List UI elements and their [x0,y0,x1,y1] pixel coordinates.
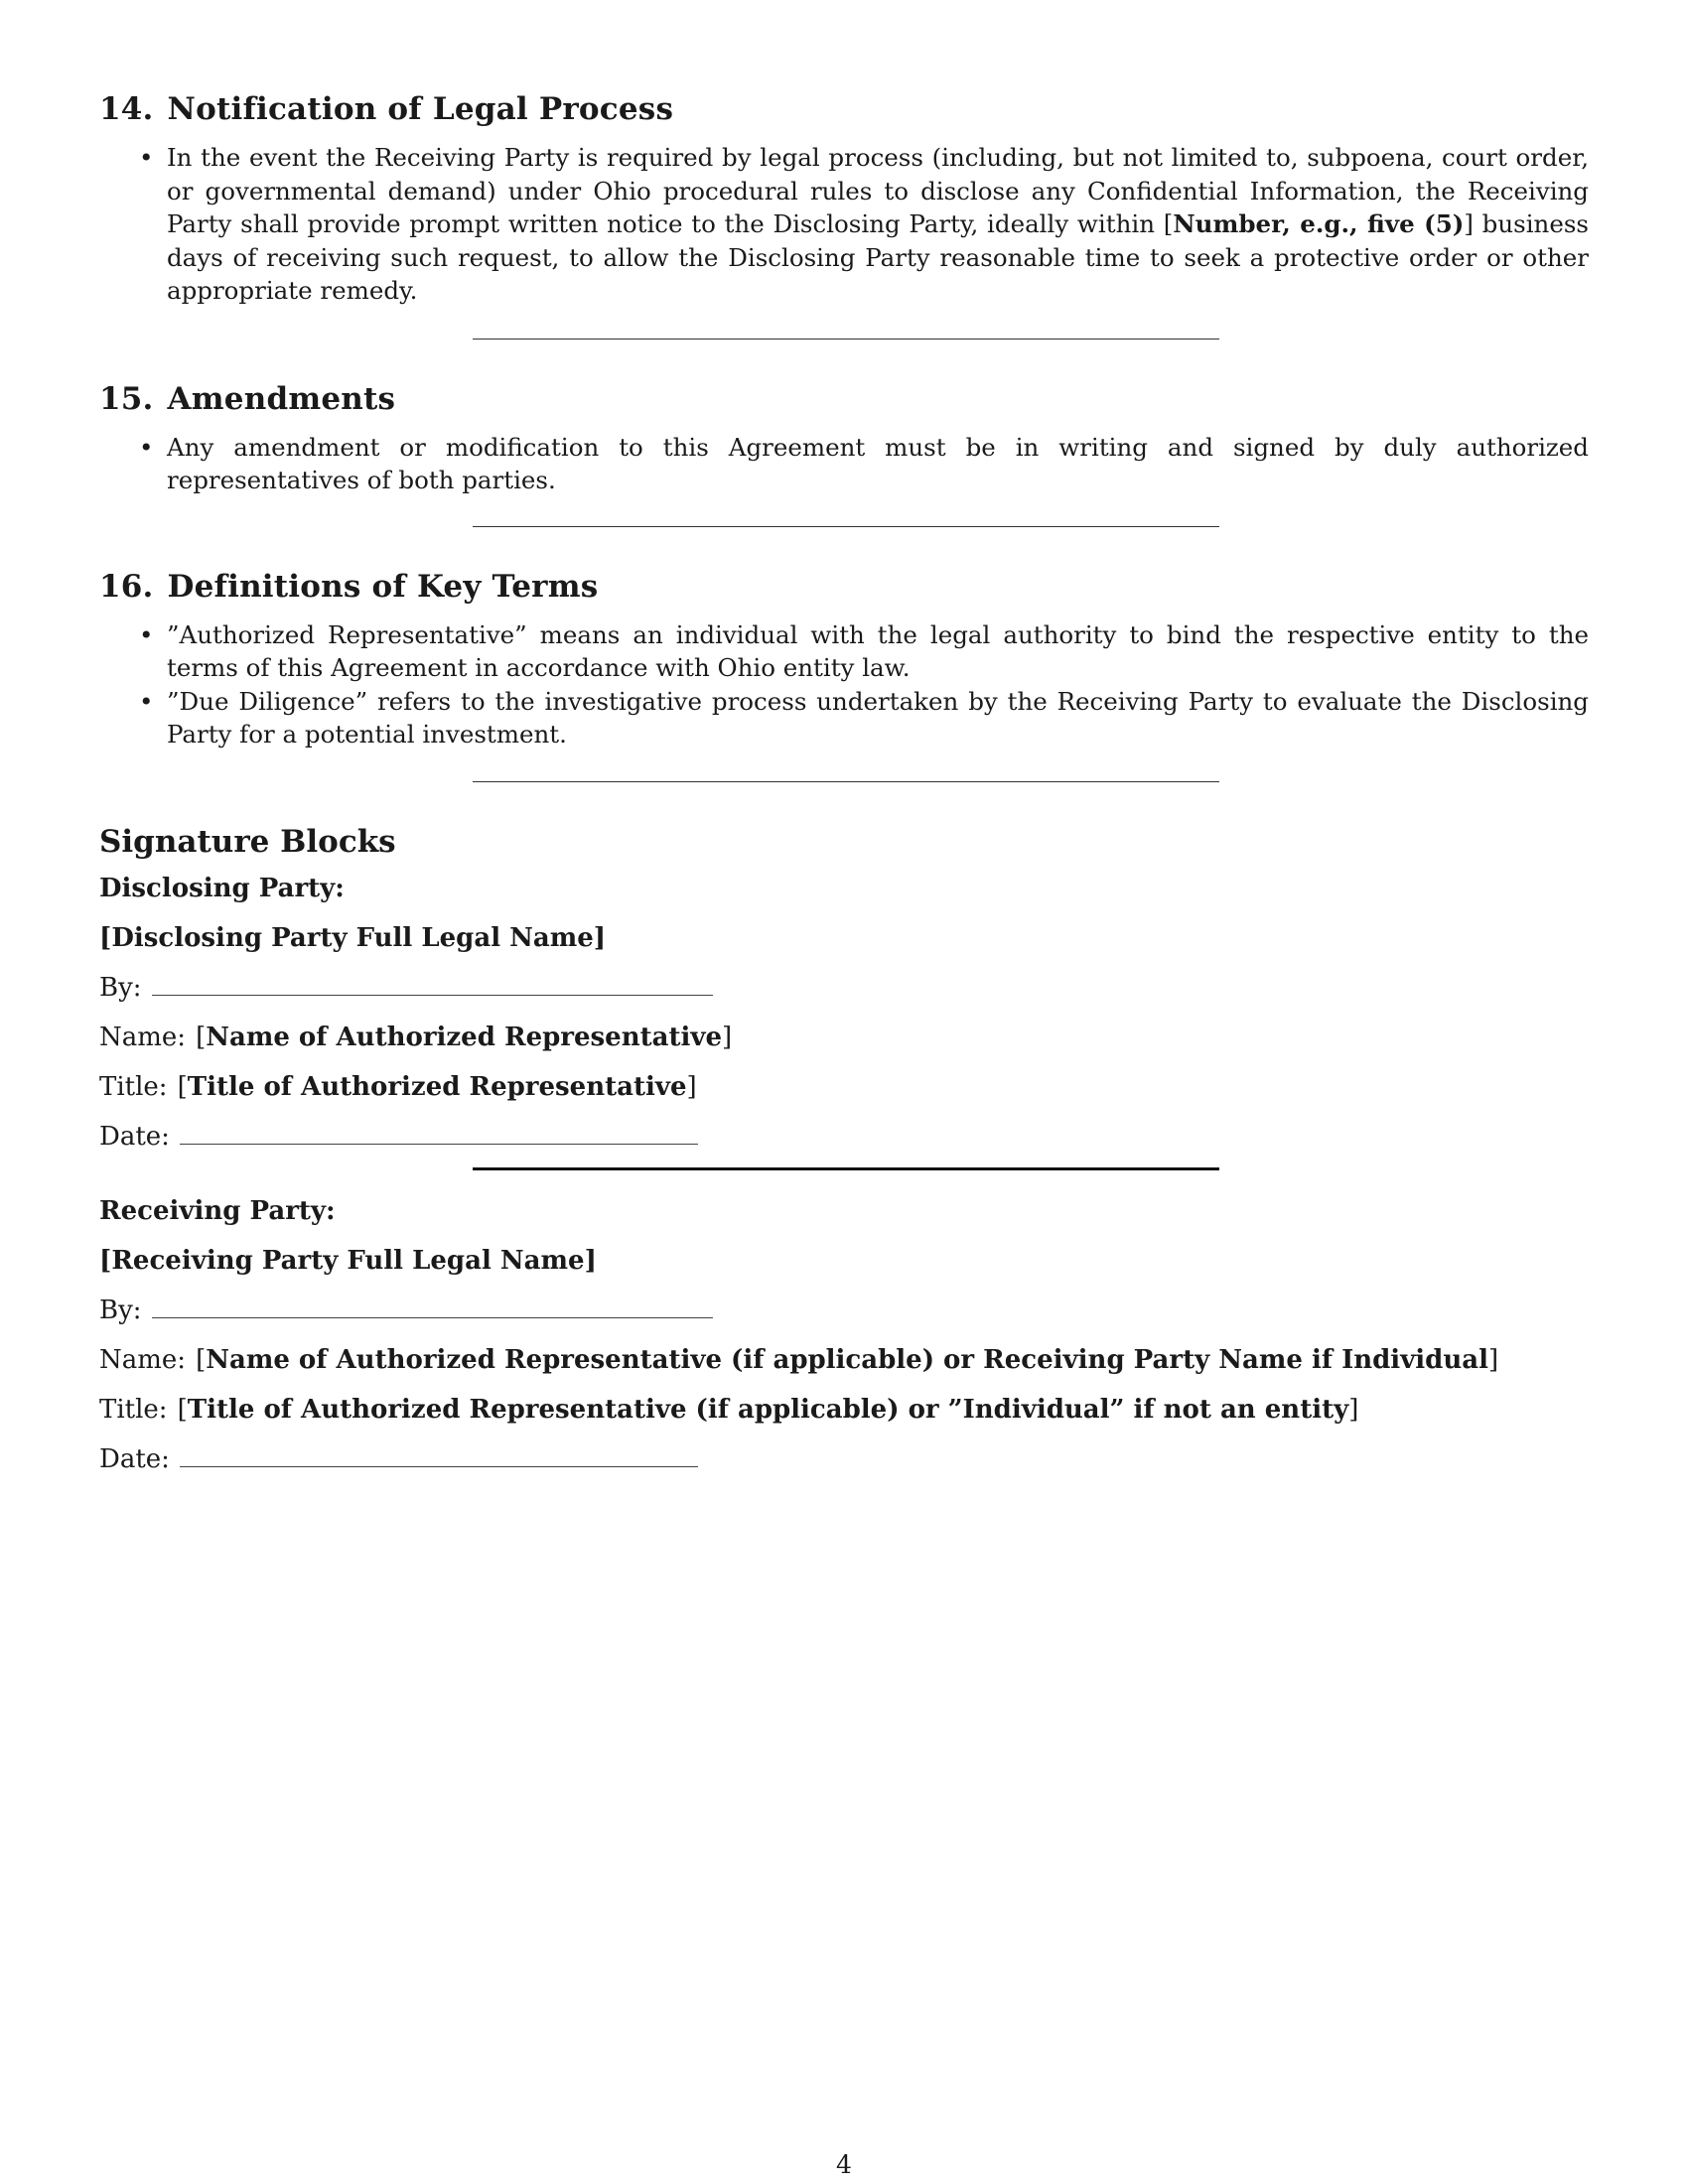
disclosing-by-line [99,973,1589,1003]
signature-divider [473,1167,1219,1170]
signature-blank [152,973,713,996]
section-divider [473,781,1219,782]
date-label: Date: [99,1121,170,1152]
paragraph-text: In the event the Receiving Party is required by legal process (including, but not limited to, subpoena, court order, or governmental demand) under Ohio procedural rules to disclose any Confidential Information, the Receiving Party shall provide prompt written notice to the Disclosing Party, ideally within [167,143,1589,238]
paragraph-text: business days of receiving such request, to allow the Disclosing Party reasonable time to seek a protective order or other appropriate remedy. [167,209,1589,305]
page-number: 4 [836,2150,852,2179]
section-15-list [99,431,1589,497]
list-item: • In the event the Receiving Party is required by legal process (including, but not limited to, subpoena, court order, or governmental demand) under Ohio procedural rules to disclose any Confidential Information, the Receiving Party shall provide prompt written notice to the Disclosing Party, ideally within [Number, e.g., five (5)] business days of receiving such request, to allow the Disclosing Party reasonable time to seek a protective order or other appropriate remedy. [167,141,1589,308]
section-16-list [99,618,1589,751]
by-label: By: [99,1295,142,1325]
disclosing-date-line [99,1122,1589,1152]
disclosing-entity-placeholder: Disclosing Party Full Legal Name [111,922,594,953]
signature-blocks-heading: Signature Blocks [99,823,396,860]
section-divider [473,526,1219,527]
title-label: Title: [99,1071,168,1102]
receiving-name-line: Name: [Name of Authorized Representative (if applicable) or Receiving Party Name if Individual] [99,1344,1499,1375]
signature-blank [152,1296,713,1318]
section-14-list [99,141,1589,308]
receiving-rep-name-placeholder: Name of Authorized Representative (if applicable) or Receiving Party Name if Individual [206,1344,1488,1375]
by-label: By: [99,972,142,1003]
date-blank [180,1122,698,1145]
receiving-by-line [99,1296,1589,1325]
receiving-date-line [99,1444,1589,1474]
section-15-heading [99,381,1589,417]
section-14-heading [99,91,1589,127]
receiving-party-heading: Receiving Party: [99,1195,336,1226]
disclosing-rep-title-placeholder: Title of Authorized Representative [187,1071,687,1102]
section-title: Notification of Legal Process [167,91,674,127]
list-item: • ”Authorized Representative” means an individual with the legal authority to bind the respective entity to the terms of this Agreement in accordance with Ohio entity law. [167,618,1589,685]
receiving-entity-name: [Receiving Party Full Legal Name] [99,1245,597,1276]
receiving-entity-placeholder: Receiving Party Full Legal Name [111,1245,585,1276]
title-label: Title: [99,1394,168,1425]
name-label: Name: [99,1022,187,1052]
section-title: Amendments [167,380,396,417]
date-blank [180,1444,698,1467]
list-item: • Any amendment or modification to this Agreement must be in writing and signed by duly authorized representatives of both parties. [167,431,1589,497]
disclosing-title-line: Title: [Title of Authorized Representative] [99,1071,697,1102]
disclosing-entity-name: [Disclosing Party Full Legal Name] [99,922,607,953]
disclosing-name-line: Name: [Name of Authorized Representative] [99,1022,733,1052]
date-label: Date: [99,1443,170,1474]
section-divider [473,339,1219,340]
receiving-title-line: Title: [Title of Authorized Representative (if applicable) or ”Individual” if not an entity] [99,1394,1359,1425]
disclosing-rep-name-placeholder: Name of Authorized Representative [206,1022,723,1052]
receiving-rep-title-placeholder: Title of Authorized Representative (if applicable) or ”Individual” if not an entity [187,1394,1349,1425]
section-number: 16. [99,568,154,605]
section-number: 15. [99,380,154,417]
document-page [99,91,1589,1494]
placeholder-notice-days: Number, e.g., five (5) [1173,209,1465,238]
disclosing-party-heading: Disclosing Party: [99,873,345,903]
section-16-heading [99,569,1589,605]
section-title: Definitions of Key Terms [167,568,599,605]
list-item: • ”Due Diligence” refers to the investigative process undertaken by the Receiving Party to evaluate the Disclosing Party for a potential investment. [167,685,1589,751]
name-label: Name: [99,1344,187,1375]
section-number: 14. [99,91,154,127]
